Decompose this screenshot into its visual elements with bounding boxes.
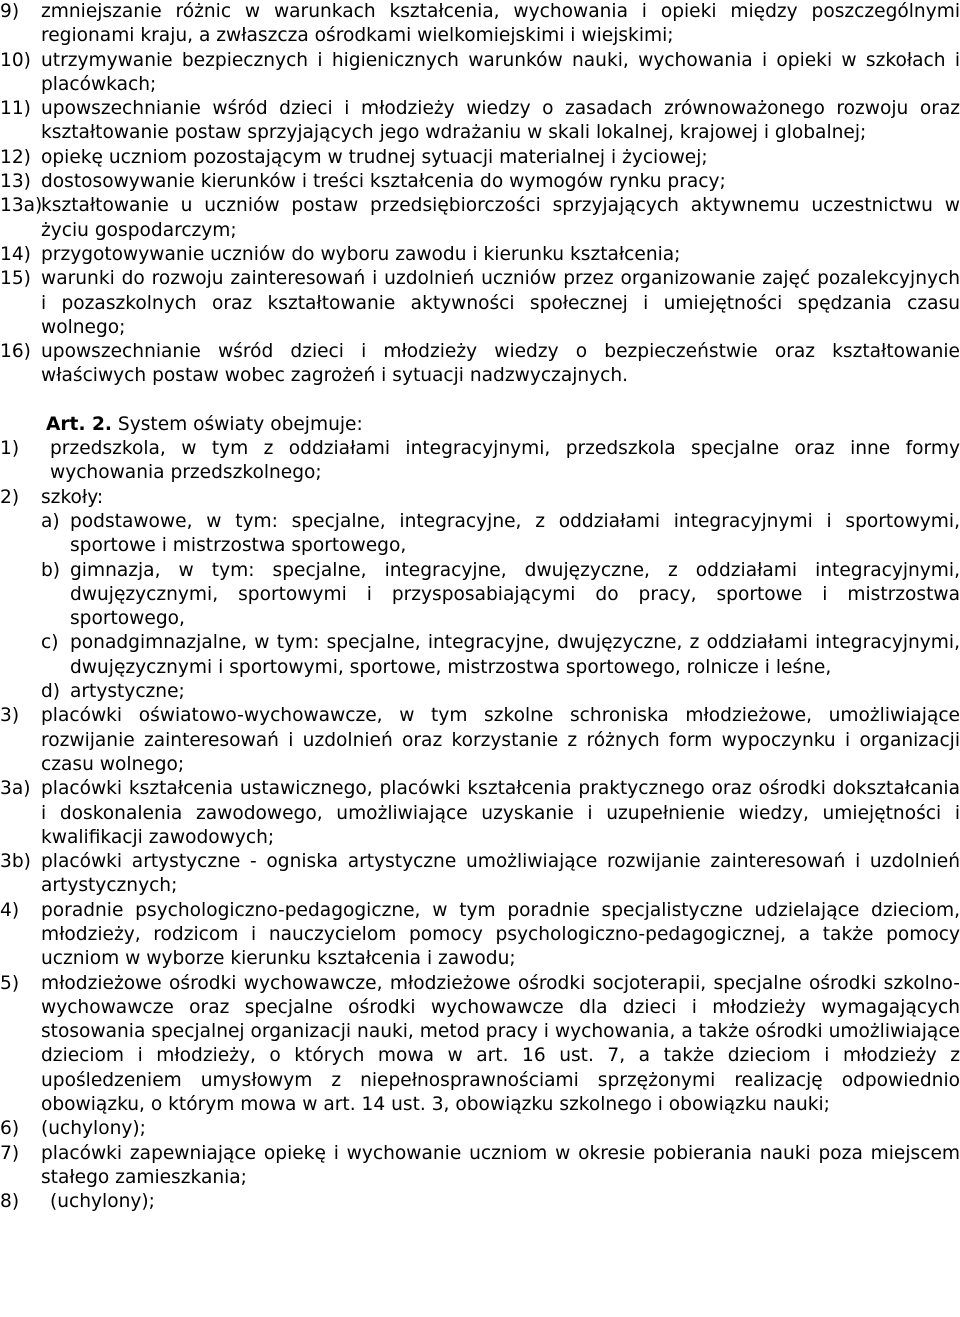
sub-item-text: podstawowe, w tym: specjalne, integracyjne, z oddziałami integracyjnymi i sportowymi, sportowe i mistrzostwa sportowego,: [70, 510, 960, 557]
item-text: kształtowanie u uczniów postaw przedsiębiorczości sprzyjających aktywnemu uczestnictwu w życiu gospodarczym;: [41, 195, 960, 241]
sub-item-text: artystyczne;: [70, 681, 185, 703]
sub-list-item: [0, 631, 960, 680]
item-number: 7): [0, 1142, 20, 1164]
item-text: dostosowywanie kierunków i treści kształcenia do wymogów rynku pracy;: [41, 171, 726, 193]
item-text: placówki kształcenia ustawicznego, placówki kształcenia praktycznego oraz ośrodki dokształcania i doskonalenia zawodowego, umożliwiające uzyskanie i uzupełnienie wiedzy, umiejętności i kwalifikacji zawodowych;: [41, 778, 960, 848]
item-number: 2): [0, 486, 20, 508]
item-number: 16): [0, 341, 31, 363]
item-number: 6): [0, 1118, 20, 1140]
item-number: 14): [0, 243, 31, 265]
sub-item-letter: c): [41, 632, 59, 654]
item-number: 13): [0, 171, 31, 193]
list-item: [0, 1117, 960, 1141]
list-item: [0, 777, 960, 850]
sub-item-letter: a): [41, 510, 60, 532]
article-intro: System oświaty obejmuje:: [112, 413, 363, 435]
list-item: [0, 972, 960, 1118]
item-text: młodzieżowe ośrodki wychowawcze, młodzieżowe ośrodki socjoterapii, specjalne ośrodki szkolno-wychowawcze oraz specjalne ośrodki wychowawcze dla dzieci i młodzieży wymagających stosowania specjalnej organizacji nauki, metod pracy i wychowania, a także ośrodki umożliwiające dzieciom i młodzieży, o których mowa w art. 16 ust. 7, a także dzieciom i młodzieży z upośledzeniem umysłowym z niepełnosprawnościami sprzężonymi realizację odpowiednio obowiązku, o którym mowa w art. 14 ust. 3, obowiązku szkolnego i obowiązku nauki;: [41, 972, 960, 1116]
item-text: przedszkola, w tym z oddziałami integracyjnymi, przedszkola specjalne oraz inne formy wychowania przedszkolnego;: [50, 438, 960, 484]
item-text: warunki do rozwoju zainteresowań i uzdolnień uczniów przez organizowanie zajęć pozalekcyjnych i pozaszkolnych oraz kształtowanie aktywności społecznej i umiejętności spędzania czasu wolnego;: [41, 268, 960, 338]
item-number: 4): [0, 899, 20, 921]
item-text: placówki artystyczne - ogniska artystyczne umożliwiające rozwijanie zainteresowań i uzdolnień artystycznych;: [41, 851, 960, 897]
item-number: 10): [0, 49, 31, 71]
item-number: 3a): [0, 778, 31, 800]
sub-item-text: gimnazja, w tym: specjalne, integracyjne, dwujęzyczne, z oddziałami integracyjnymi, dwujęzycznymi, sportowymi i przysposabiającymi do pracy, sportowe i mistrzostwa sportowego,: [70, 559, 960, 630]
list-item: [0, 1190, 960, 1214]
item-text: (uchylony);: [41, 1118, 146, 1140]
list-item: [0, 267, 960, 340]
list-item: [0, 486, 960, 510]
item-number: 8): [0, 1191, 20, 1213]
sub-item-letter: d): [41, 681, 61, 703]
item-text: szkoły:: [41, 486, 104, 508]
item-number: 5): [0, 972, 20, 994]
item-text: poradnie psychologiczno-pedagogiczne, w tym poradnie specjalistyczne udzielające dzieciom, młodzieży, rodzicom i nauczycielom pomocy psychologiczno-pedagogicznej, a także pomocy uczniom w wyborze kierunku kształcenia i zawodu;: [41, 899, 960, 970]
list-item: [0, 146, 960, 170]
item-text: opiekę uczniom pozostającym w trudnej sytuacji materialnej i życiowej;: [41, 146, 708, 168]
list-item: [0, 899, 960, 972]
sub-item-letter: b): [41, 559, 61, 581]
item-text: zmniejszanie różnic w warunkach kształcenia, wychowania i opieki między poszczególnymi regionami kraju, a zwłaszcza ośrodkami wielkomiejskimi i wiejskimi;: [41, 1, 960, 47]
item-text: placówki zapewniające opiekę i wychowanie uczniom w okresie pobierania nauki poza miejscem stałego zamieszkania;: [41, 1142, 960, 1188]
list-item: [0, 437, 960, 486]
item-text: placówki oświatowo-wychowawcze, w tym szkolne schroniska młodzieżowe, umożliwiające rozwijanie zainteresowań i uzdolnień oraz korzystanie z różnych form wypoczynku i organizacji czasu wolnego;: [41, 705, 960, 775]
sub-item-text: ponadgimnazjalne, w tym: specjalne, integracyjne, dwujęzyczne, z oddziałami integracyjnymi, dwujęzycznymi i sportowymi, sportowe, mistrzostwa sportowego, rolnicze i leśne,: [70, 632, 960, 678]
list-item: [0, 194, 960, 243]
list-item: [0, 49, 960, 98]
item-number: 3): [0, 705, 20, 727]
list-item: [0, 170, 960, 194]
item-number: 13a): [0, 195, 43, 217]
article-heading: [0, 413, 960, 437]
list-item: [0, 340, 960, 389]
item-number: 9): [0, 1, 20, 22]
list-item: [0, 243, 960, 267]
list-item: [0, 0, 960, 49]
list-item: [0, 1142, 960, 1191]
item-text: upowszechnianie wśród dzieci i młodzieży wiedzy o bezpieczeństwie oraz kształtowanie właściwych postaw wobec zagrożeń i sytuacji nadzwyczajnych.: [41, 341, 960, 387]
item-text: utrzymywanie bezpiecznych i higienicznych warunków nauki, wychowania i opieki w szkołach i placówkach;: [41, 49, 960, 95]
sub-list-item: [0, 559, 960, 632]
item-number: 3b): [0, 851, 31, 873]
list-item: [0, 97, 960, 146]
article-label: Art. 2.: [46, 413, 112, 435]
item-number: 11): [0, 98, 31, 120]
item-number: 12): [0, 146, 31, 168]
item-text: (uchylony);: [50, 1191, 155, 1213]
item-number: 1): [0, 438, 20, 460]
item-number: 15): [0, 268, 31, 290]
paragraph-gap: [0, 389, 960, 413]
item-text: przygotowywanie uczniów do wyboru zawodu i kierunku kształcenia;: [41, 243, 681, 265]
sub-list-item: [0, 680, 960, 704]
list-item: [0, 704, 960, 777]
sub-list-item: [0, 510, 960, 559]
item-text: upowszechnianie wśród dzieci i młodzieży wiedzy o zasadach zrównoważonego rozwoju oraz kształtowanie postaw sprzyjających jego wdrażaniu w skali lokalnej, krajowej i globalnej;: [41, 98, 960, 144]
list-item: [0, 850, 960, 899]
